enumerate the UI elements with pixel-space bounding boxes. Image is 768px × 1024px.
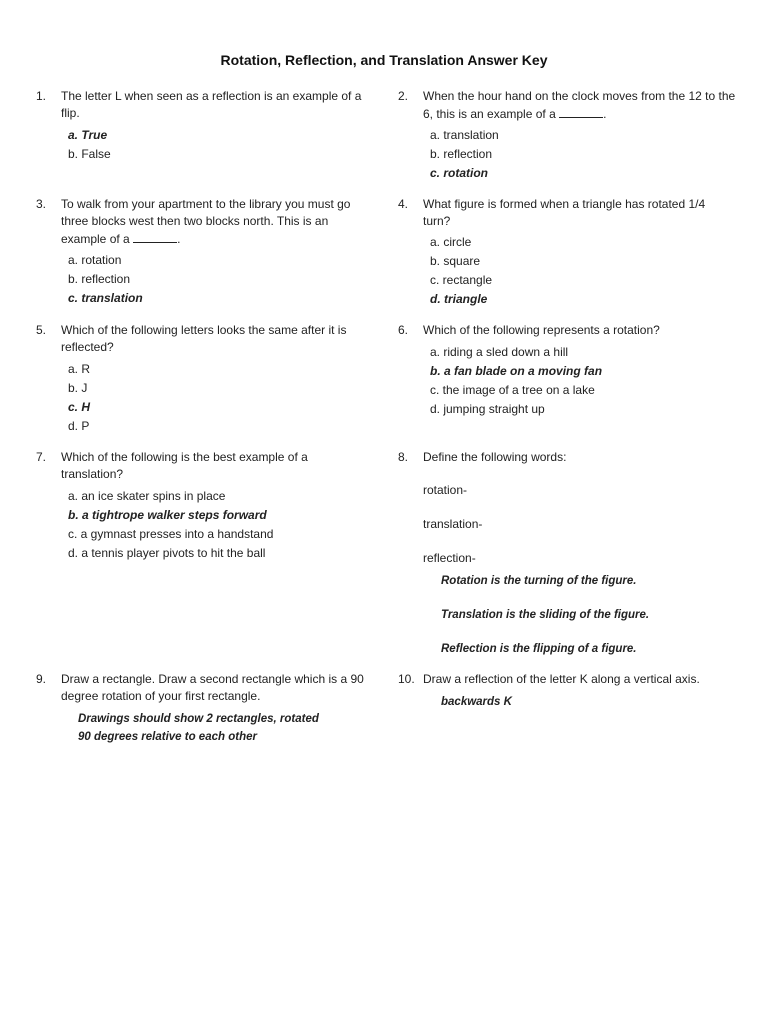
option-correct: c. translation: [68, 291, 143, 305]
question-number: 4.: [398, 197, 409, 211]
option: c. rectangle: [430, 273, 493, 287]
question-8: [398, 449, 738, 669]
answer-reflection: Reflection is the flipping of a figure.: [441, 643, 637, 655]
question-10: [398, 671, 738, 721]
answer-text: Drawings should show 2 rectangles, rotated 90 degrees relative to each other: [78, 713, 319, 743]
option: d. a tennis player pivots to hit the ball: [68, 546, 266, 560]
question-number: 7.: [36, 450, 47, 464]
option: a. an ice skater spins in place: [68, 489, 226, 503]
option: a. circle: [430, 235, 472, 249]
answer-text: backwards K: [441, 696, 512, 708]
question-stem: Which of the following is the best example of a translation?: [61, 450, 308, 481]
question-stem: What figure is formed when a triangle has rotated 1/4 turn?: [423, 197, 706, 228]
option: a. rotation: [68, 253, 122, 267]
question-number: 1.: [36, 89, 47, 103]
option: b. reflection: [430, 147, 493, 161]
question-number: 6.: [398, 323, 409, 337]
option: a. translation: [430, 128, 499, 142]
option: b. square: [430, 254, 481, 268]
question-9: [36, 671, 366, 751]
option-correct: b. a fan blade on a moving fan: [430, 364, 603, 378]
option: d. P: [68, 419, 90, 433]
option-correct: d. triangle: [430, 292, 488, 306]
option: d. jumping straight up: [430, 402, 545, 416]
option-correct: c. rotation: [430, 166, 489, 180]
answer-rotation: Rotation is the turning of the figure.: [441, 575, 637, 587]
question-number: 9.: [36, 672, 47, 686]
question-number: 2.: [398, 89, 409, 103]
option: a. riding a sled down a hill: [430, 345, 569, 359]
page-title: Rotation, Reflection, and Translation Answer Key: [220, 52, 548, 68]
option: b. J: [68, 381, 88, 395]
question-stem: Draw a rectangle. Draw a second rectangle which is a 90 degree rotation of your first rectangle.: [61, 672, 364, 703]
term-translation: translation-: [423, 517, 483, 531]
option: b. False: [68, 147, 111, 161]
question-stem: When the hour hand on the clock moves from the 12 to the 6, this is an example of a .: [423, 89, 736, 121]
answer-translation: Translation is the sliding of the figure.: [441, 609, 650, 621]
question-stem: Which of the following represents a rotation?: [423, 323, 660, 337]
option-correct: b. a tightrope walker steps forward: [68, 508, 267, 522]
question-stem: Define the following words:: [423, 450, 567, 464]
answer-blank: [133, 230, 177, 243]
question-stem: The letter L when seen as a reflection is an example of a flip.: [61, 89, 362, 120]
option: c. the image of a tree on a lake: [430, 383, 595, 397]
term-rotation: rotation-: [423, 483, 468, 497]
question-stem: To walk from your apartment to the library you must go three blocks west then two blocks north. This is an example of a .: [61, 197, 351, 246]
option: a. R: [68, 362, 91, 376]
term-reflection: reflection-: [423, 551, 476, 565]
question-stem: Which of the following letters looks the same after it is reflected?: [61, 323, 347, 354]
question-stem: Draw a reflection of the letter K along a vertical axis.: [423, 672, 700, 686]
option: b. reflection: [68, 272, 131, 286]
option-correct: a. True: [68, 128, 108, 142]
question-number: 3.: [36, 197, 47, 211]
question-number: 8.: [398, 450, 409, 464]
question-number: 5.: [36, 323, 47, 337]
question-number: 10.: [398, 672, 415, 686]
option: c. a gymnast presses into a handstand: [68, 527, 274, 541]
option-correct: c. H: [68, 400, 91, 414]
answer-blank: [559, 105, 603, 118]
